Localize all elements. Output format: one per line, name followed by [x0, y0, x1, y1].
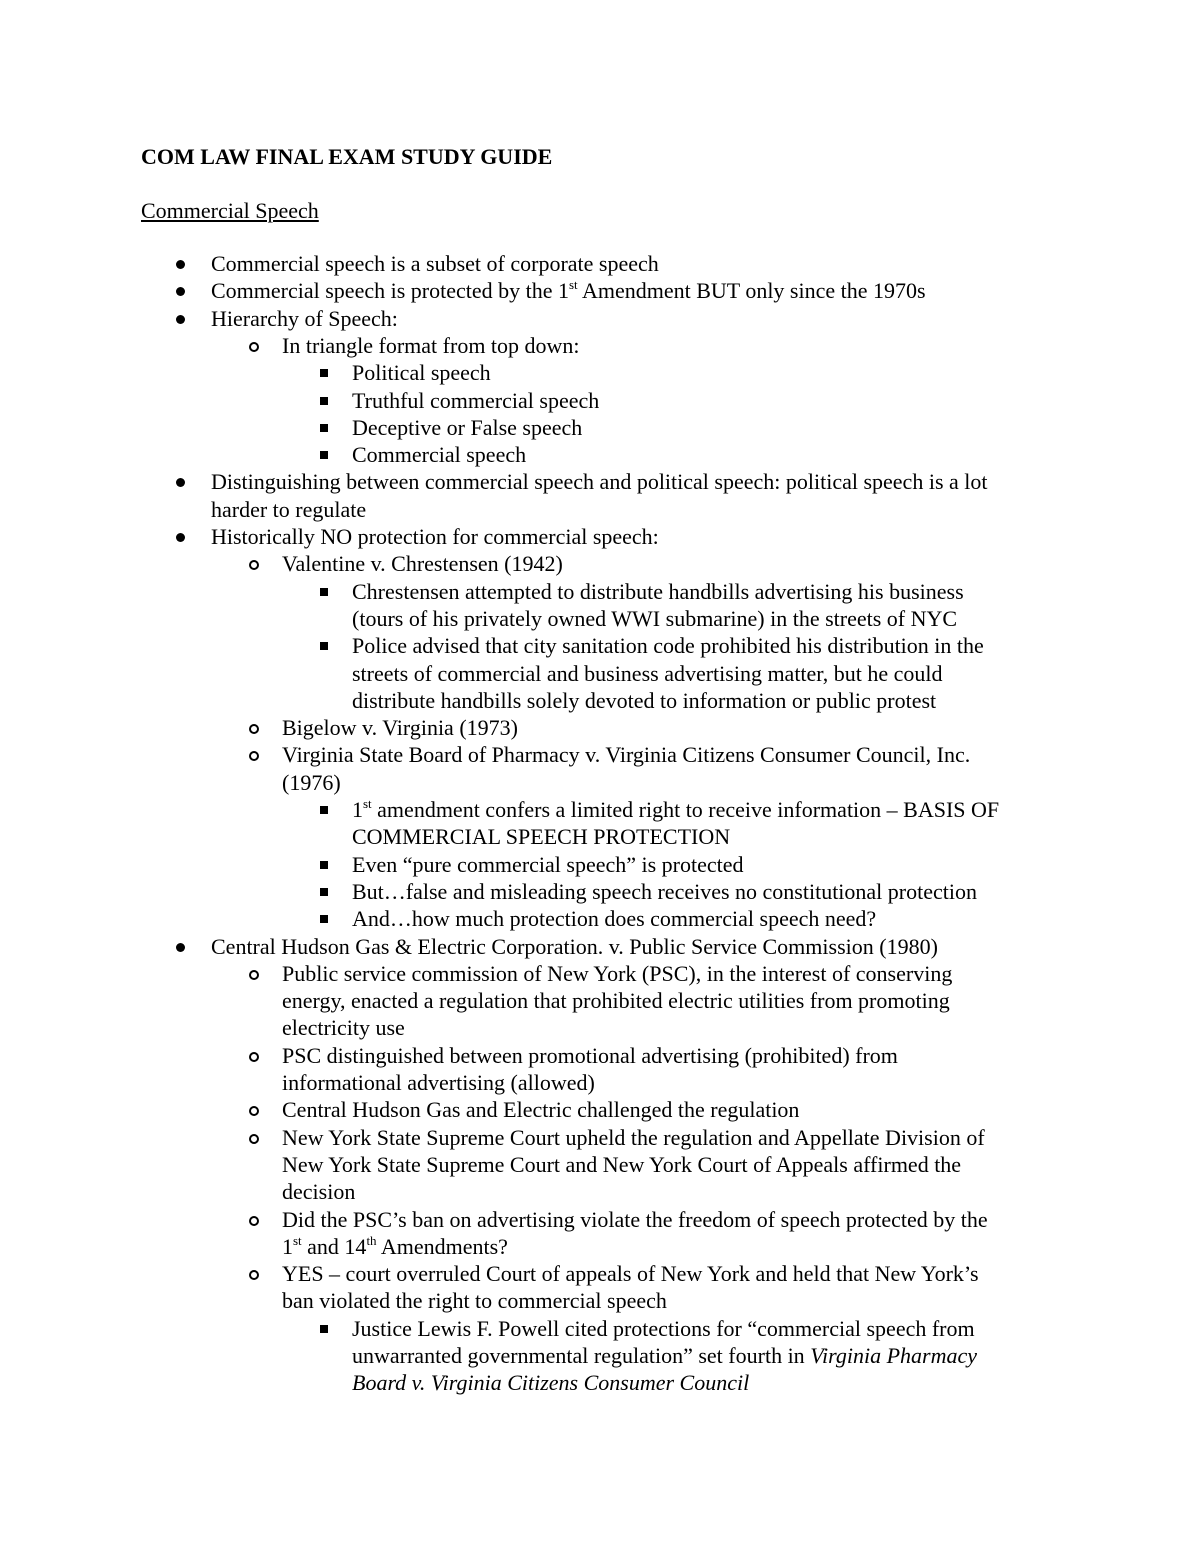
bullet-square-icon [320, 369, 328, 377]
outline-item: COMMERCIAL SPEECH PROTECTION [352, 824, 731, 850]
outline-item: Police advised that city sanitation code prohibited his distribution in the [352, 633, 984, 659]
document-title: COM LAW FINAL EXAM STUDY GUIDE [141, 144, 553, 169]
outline-item: In triangle format from top down: [282, 332, 580, 358]
bullet-square-icon [320, 451, 328, 459]
outline-item: Political speech [352, 360, 491, 386]
outline-item: 1st amendment confers a limited right to receive information – BASIS OF [352, 796, 1000, 822]
bullet-dot-icon [176, 533, 185, 542]
outline-item: Commercial speech is protected by the 1st Amendment BUT only since the 1970s [211, 277, 926, 304]
bullet-dot-icon [176, 287, 185, 296]
outline-item: Valentine v. Chrestensen (1942) [282, 551, 563, 577]
outline-item: Public service commission of New York (PSC), in the interest of conserving [282, 960, 953, 986]
bullet-circle-icon [249, 342, 259, 352]
outline-item: YES – court overruled Court of appeals of New York and held that New York’s [282, 1261, 979, 1287]
outline-item: distribute handbills solely devoted to information or public protest [352, 687, 937, 713]
outline-item: Bigelow v. Virginia (1973) [282, 715, 518, 741]
outline-item: Central Hudson Gas & Electric Corporation. v. Public Service Commission (1980) [211, 933, 938, 959]
bullet-dot-icon [176, 943, 185, 952]
bullet-circle-icon [249, 970, 259, 980]
outline-item: Board v. Virginia Citizens Consumer Council [352, 1370, 750, 1396]
bullet-circle-icon [249, 1106, 259, 1116]
outline-item: (tours of his privately owned WWI submarine) in the streets of NYC [352, 605, 958, 631]
bullet-circle-icon [249, 1270, 259, 1280]
bullet-circle-icon [249, 724, 259, 734]
outline-item: informational advertising (allowed) [282, 1070, 595, 1095]
outline-item: ban violated the right to commercial speech [282, 1288, 667, 1314]
bullet-square-icon [320, 397, 328, 405]
outline-item: decision [282, 1179, 356, 1205]
outline-item: Distinguishing between commercial speech and political speech: political speech is a lot [211, 469, 988, 495]
outline-item: Commercial speech is a subset of corporate speech [211, 251, 659, 276]
bullet-square-icon [320, 642, 328, 650]
bullet-square-icon [320, 861, 328, 869]
outline-item: Deceptive or False speech [352, 414, 583, 440]
bullet-square-icon [320, 1325, 328, 1333]
bullet-dot-icon [176, 315, 185, 324]
outline-item: PSC distinguished between promotional advertising (prohibited) from [282, 1042, 898, 1068]
outline-item: (1976) [282, 769, 341, 795]
bullet-square-icon [320, 588, 328, 596]
section-heading: Commercial Speech [141, 198, 319, 223]
bullet-circle-icon [249, 751, 259, 761]
bullet-square-icon [320, 424, 328, 432]
outline-item: 1st and 14th Amendments? [282, 1232, 508, 1259]
bullet-circle-icon [249, 1052, 259, 1062]
bullet-circle-icon [249, 560, 259, 570]
bullet-circle-icon [249, 1216, 259, 1226]
bullet-circle-icon [249, 1134, 259, 1144]
outline-item: Historically NO protection for commercial speech: [211, 524, 659, 549]
outline-item: Did the PSC’s ban on advertising violate the freedom of speech protected by the [282, 1206, 988, 1232]
outline-item: Central Hudson Gas and Electric challenged the regulation [282, 1097, 800, 1123]
bullet-dot-icon [176, 260, 185, 269]
outline-item: But…false and misleading speech receives no constitutional protection [352, 878, 977, 904]
outline-item: Truthful commercial speech [352, 387, 600, 413]
outline-item: Chrestensen attempted to distribute handbills advertising his business [352, 578, 964, 604]
outline-item: streets of commercial and business advertising matter, but he could [352, 660, 943, 686]
outline-item: Even “pure commercial speech” is protected [352, 851, 744, 877]
outline-item: unwarranted governmental regulation” set fourth in Virginia Pharmacy [352, 1343, 977, 1368]
bullet-square-icon [320, 915, 328, 923]
outline-item: And…how much protection does commercial speech need? [352, 906, 877, 932]
outline-item: energy, enacted a regulation that prohibited electric utilities from promoting [282, 988, 950, 1014]
outline-item: Hierarchy of Speech: [211, 305, 398, 331]
outline-item: Justice Lewis F. Powell cited protections for “commercial speech from [352, 1315, 975, 1341]
outline-item: Virginia State Board of Pharmacy v. Virginia Citizens Consumer Council, Inc. [282, 742, 971, 768]
bullet-dot-icon [176, 478, 185, 487]
outline-item: Commercial speech [352, 442, 527, 468]
outline-item: electricity use [282, 1015, 405, 1041]
outline-item: New York State Supreme Court and New York Court of Appeals affirmed the [282, 1151, 962, 1177]
bullet-square-icon [320, 888, 328, 896]
outline-item: harder to regulate [211, 496, 367, 522]
outline-item: New York State Supreme Court upheld the regulation and Appellate Division of [282, 1124, 985, 1150]
bullet-square-icon [320, 806, 328, 814]
